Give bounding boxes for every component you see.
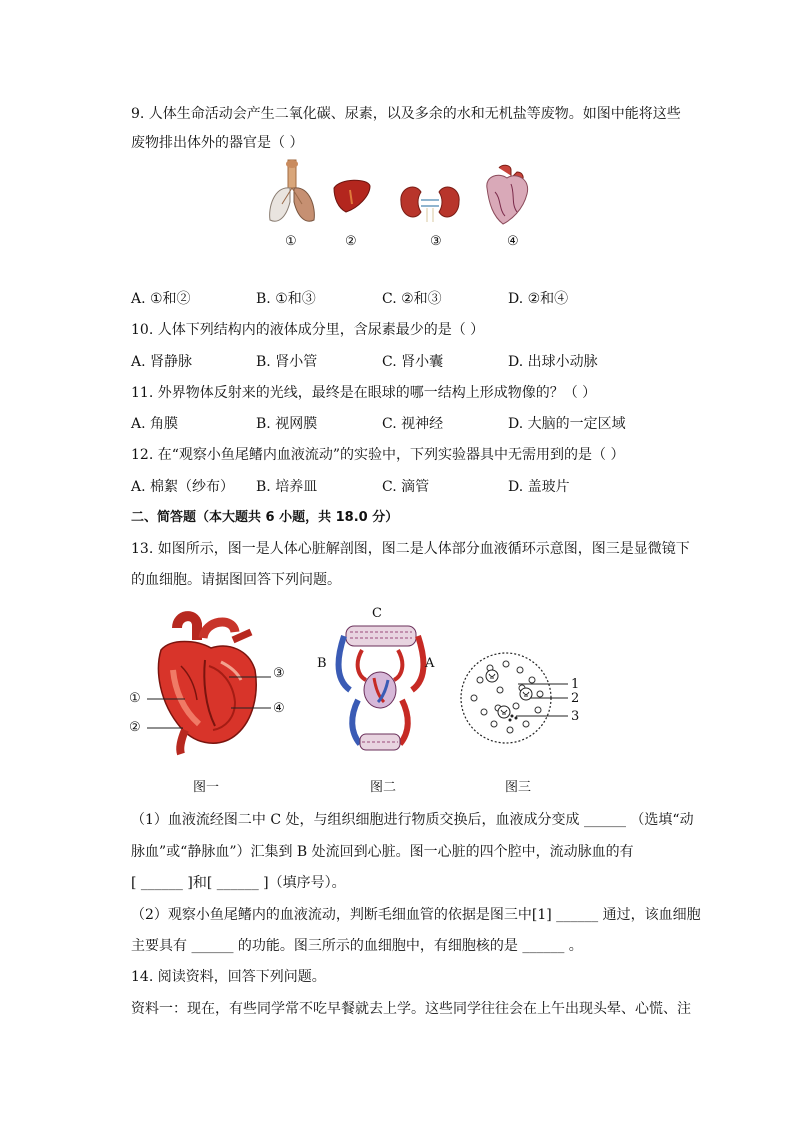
q13-stem-line2: 的血细胞。请据图回答下列问题。 (131, 572, 341, 588)
organ-label-4: ④ (507, 234, 519, 249)
fig2-label-b: B (317, 656, 327, 671)
q10-option-d[interactable]: D. 出球小动脉 (508, 354, 598, 370)
section-heading: 二、简答题（本大题共 6 小题，共 18.0 分） (131, 510, 399, 525)
q13-part1-line2: 脉血”或“静脉血”）汇集到 B 处流回到心脏。图一心脏的四个腔中，流动脉血的有 (131, 844, 634, 860)
organ-label-2: ② (345, 234, 357, 249)
q9-option-b[interactable]: B. ①和③ (256, 291, 316, 307)
q13-part1-line3: [ ______ ]和[ ______ ]（填序号）。 (131, 875, 346, 891)
q13-stem-line1: 13. 如图所示，图一是人体心脏解剖图，图二是人体部分血液循环示意图，图三是显微镜下 (131, 541, 690, 557)
q10-stem: 10. 人体下列结构内的液体成分里，含尿素最少的是（ ） (131, 322, 485, 338)
q12-option-b[interactable]: B. 培养皿 (256, 479, 318, 495)
q14-stem: 14. 阅读资料，回答下列问题。 (131, 969, 326, 985)
heart-image (481, 164, 533, 226)
fig3-label-1: 1 (571, 677, 580, 692)
q12-option-c[interactable]: C. 滴管 (382, 479, 430, 495)
fig2-label-c: C (372, 606, 382, 621)
fig1-label-3: ③ (273, 666, 285, 681)
q12-stem: 12. 在“观察小鱼尾鳍内血液流动”的实验中，下列实验器具中无需用到的是（ ） (131, 447, 625, 463)
liver-image (332, 178, 372, 216)
q12-option-d[interactable]: D. 盖玻片 (508, 479, 570, 495)
q13-part2-line1: （2）观察小鱼尾鳍内的血液流动，判断毛细血管的依据是图三中[1] ______ 通过，该血细胞 (131, 907, 701, 923)
q13-part2-line2: 主要具有 ______ 的功能。图三所示的血细胞中，有细胞核的是 ______ 。 (131, 938, 583, 954)
q9-option-a[interactable]: A. ①和② (131, 291, 191, 307)
q10-option-c[interactable]: C. 肾小囊 (382, 354, 444, 370)
fig3-label-3: 3 (571, 709, 580, 724)
q11-option-a[interactable]: A. 角膜 (131, 416, 179, 432)
blood-cells-figure (460, 650, 580, 750)
circulation-diagram (332, 620, 428, 755)
q11-option-b[interactable]: B. 视网膜 (256, 416, 318, 432)
fig1-label-2: ② (129, 720, 141, 735)
q11-option-c[interactable]: C. 视神经 (382, 416, 444, 432)
lungs-image (262, 158, 322, 226)
fig3-caption: 图三 (505, 780, 532, 795)
kidneys-image (397, 182, 463, 224)
q9-stem-line1: 9. 人体生命活动会产生二氧化碳、尿素，以及多余的水和无机盐等废物。如图中能将这些 (131, 106, 681, 122)
q10-option-a[interactable]: A. 肾静脉 (131, 354, 193, 370)
q9-stem-line2: 废物排出体外的器官是（ ） (131, 135, 304, 151)
q12-option-a[interactable]: A. 棉絮（纱布） (131, 479, 235, 495)
fig2-caption: 图二 (370, 780, 397, 795)
fig1-caption: 图一 (193, 780, 220, 795)
q10-option-b[interactable]: B. 肾小管 (256, 354, 318, 370)
q14-material1: 资料一：现在，有些同学常不吃早餐就去上学。这些同学往往会在上午出现头晕、心慌、注 (131, 1001, 691, 1017)
heart-anatomy-figure (125, 610, 295, 760)
q13-part1-line1: （1）血液流经图二中 C 处，与组织细胞进行物质交换后，血液成分变成 ______ （选填“动 (131, 812, 694, 828)
q9-option-c[interactable]: C. ②和③ (382, 291, 442, 307)
organ-label-1: ① (285, 234, 297, 249)
organ-label-3: ③ (430, 234, 442, 249)
q11-stem: 11. 外界物体反射来的光线，最终是在眼球的哪一结构上形成物像的？（ ） (131, 385, 597, 401)
fig3-label-2: 2 (571, 691, 580, 706)
q11-option-d[interactable]: D. 大脑的一定区域 (508, 416, 626, 432)
fig2-label-a: A (425, 656, 435, 671)
fig1-label-1: ① (129, 691, 141, 706)
q9-option-d[interactable]: D. ②和④ (508, 291, 569, 307)
fig1-label-4: ④ (273, 701, 285, 716)
